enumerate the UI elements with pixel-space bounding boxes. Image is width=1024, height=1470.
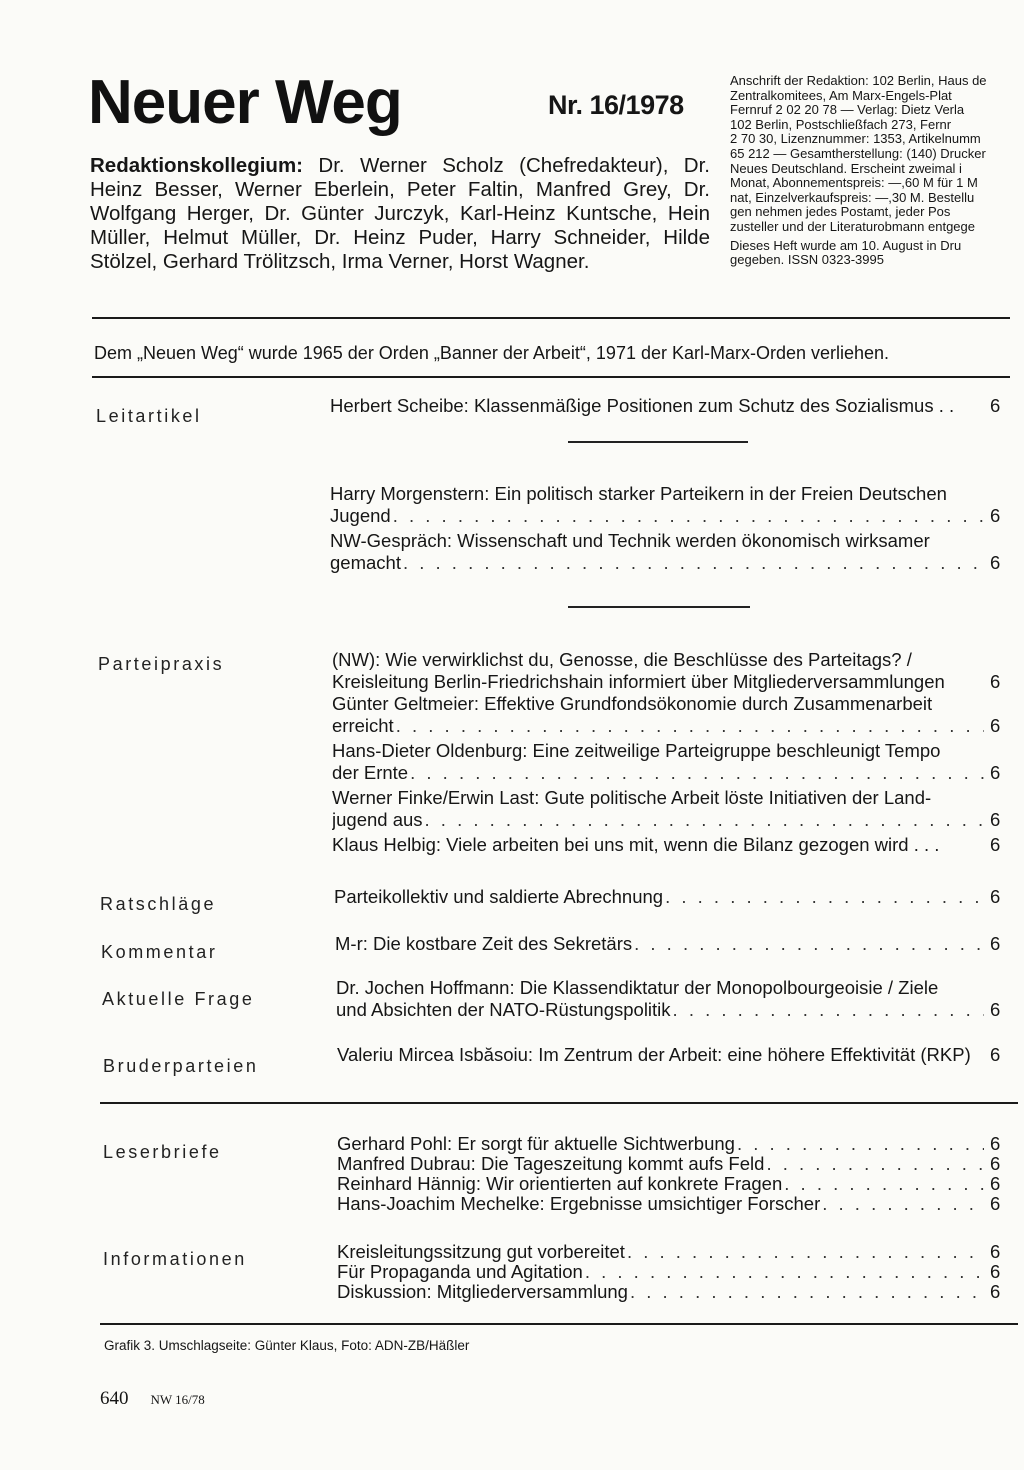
toc-entry-nw-frage[interactable] <box>332 649 1014 693</box>
toc-page-number: 6 <box>990 1262 1001 1282</box>
toc-entry-title: Diskussion: Mitgliederversammlung <box>337 1282 628 1302</box>
toc-entry-title-cont: erreicht <box>332 715 394 736</box>
magazine-title: Neuer Weg <box>88 68 402 137</box>
toc-page-number: 6 <box>990 1242 1001 1262</box>
toc-page-number: 6 <box>990 552 1001 573</box>
toc-page-number: 6 <box>990 395 1001 416</box>
editorial-board-label: Redaktionskollegium: <box>90 154 304 177</box>
toc-entry-title: Hans-Joachim Mechelke: Ergebnisse umsichtiger Forscher <box>337 1194 821 1214</box>
toc-page-number: 6 <box>990 671 1001 692</box>
toc-page-number: 6 <box>990 834 1001 855</box>
toc-entry-oldenburg[interactable] <box>332 740 1014 784</box>
toc-entry-title-cont: und Absichten der NATO-Rüstungspolitik <box>336 999 671 1020</box>
section-leitartikel: Leitartikel <box>96 406 202 426</box>
toc-page-number: 6 <box>990 1134 1001 1154</box>
section-separator <box>568 441 748 443</box>
toc-page-number: 6 <box>990 1194 1001 1214</box>
issue-number: Nr. 16/1978 <box>548 90 684 120</box>
section-separator <box>568 606 750 608</box>
print-note-line: Dieses Heft wurde am 10. August in Dru <box>730 237 962 253</box>
toc-page-number: 6 <box>990 886 1001 907</box>
section-aktuelle-frage: Aktuelle Frage <box>102 989 255 1009</box>
imprint-block <box>730 74 1020 268</box>
editorial-board-members: Dr. Werner Scholz (Chefredakteur), Dr. Heinz Besser, Werner Eberlein, Peter Faltin, Manfred Grey, Dr. Wolfgang Herger, Dr. Günter Jurczyk, Karl-Heinz Kuntsche, Hein Müller, Helmut Müller, Dr. Heinz Puder, Harry Schneider, Hilde Stölzel, Gerhard Trölitzsch, Irma Verner, Horst Wagner. <box>90 154 711 273</box>
section-informationen: Informationen <box>103 1249 247 1269</box>
toc-entry-title: Für Propaganda und Agitation <box>337 1262 583 1282</box>
toc-page-number: 6 <box>990 762 1001 783</box>
toc-entry-title-cont: Jugend <box>330 505 391 526</box>
section-ratschlaege: Ratschläge <box>100 894 217 914</box>
toc-page-number: 6 <box>990 1154 1001 1174</box>
toc-entry-mechelke[interactable] <box>337 1194 1014 1214</box>
toc-entry-propaganda[interactable] <box>337 1262 1014 1282</box>
award-rule <box>92 376 1010 378</box>
toc-entry-title: (NW): Wie verwirklichst du, Genosse, die Beschlüsse des Parteitags? / <box>332 649 912 670</box>
toc-page-number: 6 <box>990 1044 1001 1065</box>
section-kommentar: Kommentar <box>101 942 218 962</box>
section-parteipraxis: Parteipraxis <box>98 654 225 674</box>
toc-entry-title: Parteikollektiv und saldierte Abrechnung <box>334 886 664 907</box>
toc-page-number: 6 <box>990 1282 1001 1302</box>
page-number: 640 <box>100 1388 129 1409</box>
imprint-line: Anschrift der Redaktion: 102 Berlin, Haus de <box>730 74 987 88</box>
editorial-board <box>90 154 710 274</box>
toc-entry-title: Günter Geltmeier: Effektive Grundfondsökonomie durch Zusammenarbeit <box>332 693 933 714</box>
toc-entry-title: Valeriu Mircea Isbăsoiu: Im Zentrum der Arbeit: eine höhere Effektivität (RKP) <box>337 1044 971 1065</box>
imprint-line: 65 212 — Gesamtherstellung: (140) Drucker <box>730 145 986 161</box>
section-rule <box>100 1102 1018 1104</box>
page-folio <box>100 1388 205 1410</box>
toc-entry-isbasoiu[interactable] <box>337 1044 1014 1066</box>
toc-entry-title: M-r: Die kostbare Zeit des Sekretärs <box>335 933 633 954</box>
toc-entry-title: Gerhard Pohl: Er sorgt für aktuelle Sichtwerbung <box>337 1134 735 1154</box>
award-note: Dem „Neuen Weg“ wurde 1965 der Orden „Banner der Arbeit“, 1971 der Karl-Marx-Orden verliehen. <box>94 343 890 363</box>
toc-entry-finke[interactable] <box>332 787 1014 831</box>
imprint-line: zusteller und der Literaturobmann entgege <box>730 218 975 234</box>
print-note-line: gegeben. ISSN 0323-3995 <box>730 252 884 268</box>
toc-entry-title: Herbert Scheibe: Klassenmäßige Positionen zum Schutz des Sozialismus . . <box>330 395 955 416</box>
toc-entry-title-cont: jugend aus <box>332 809 423 830</box>
toc-entry-title: NW-Gespräch: Wissenschaft und Technik werden ökonomisch wirksamer <box>330 530 930 551</box>
toc-entry-title: Manfred Dubrau: Die Tageszeitung kommt aufs Feld <box>337 1154 765 1174</box>
toc-entry-title: Harry Morgenstern: Ein politisch starker Parteikern in der Freien Deutschen <box>330 483 947 504</box>
toc-page-number: 6 <box>990 1174 1001 1194</box>
toc-entry-title: Klaus Helbig: Viele arbeiten bei uns mit, wenn die Bilanz gezogen wird . . . <box>332 834 940 855</box>
toc-entry-parteikollektiv[interactable] <box>334 886 1014 908</box>
toc-entry-geltmeier[interactable] <box>332 693 1014 737</box>
toc-entry-morgenstern[interactable] <box>330 483 1014 527</box>
toc-entry-title-cont: gemacht <box>330 552 401 573</box>
imprint-line: 2 70 30, Lizenznummer: 1353, Artikelnumm <box>730 131 981 147</box>
toc-entry-nw-gespraech[interactable] <box>330 530 1014 574</box>
imprint-line: gen nehmen jedes Postamt, jeder Pos <box>730 204 951 220</box>
header-rule <box>92 317 1010 319</box>
toc-page-number: 6 <box>990 933 1001 954</box>
toc-entry-title-cont: der Ernte <box>332 762 409 783</box>
section-bruderparteien: Bruderparteien <box>103 1056 259 1076</box>
toc-page-number: 6 <box>990 715 1001 736</box>
toc-entry-title: Hans-Dieter Oldenburg: Eine zeitweilige Parteigruppe beschleunigt Tempo <box>332 740 941 761</box>
footer-rule <box>100 1323 1018 1325</box>
folio-issue: NW 16/78 <box>150 1392 205 1407</box>
imprint-line: Fernruf 2 02 20 78 — Verlag: Dietz Verla <box>730 102 965 118</box>
imprint-line: Neues Deutschland. Erscheint zweimal i <box>730 160 962 176</box>
toc-entry-mr[interactable] <box>335 933 1014 955</box>
toc-page-number: 6 <box>990 809 1001 830</box>
toc-entry-scheibe[interactable] <box>330 395 1014 417</box>
image-credit: Grafik 3. Umschlagseite: Günter Klaus, Foto: ADN-ZB/Häßler <box>104 1338 470 1353</box>
imprint-line: nat, Einzelverkaufspreis: —,30 M. Bestellu <box>730 189 975 205</box>
toc-entry-title: Kreisleitungssitzung gut vorbereitet <box>337 1242 625 1262</box>
toc-page-number: 6 <box>990 999 1001 1020</box>
toc-page-number: 6 <box>990 505 1001 526</box>
toc-entry-title: Dr. Jochen Hoffmann: Die Klassendiktatur der Monopolbourgeoisie / Ziele <box>336 977 939 998</box>
toc-entry-title: Reinhard Hännig: Wir orientierten auf konkrete Fragen <box>337 1174 783 1194</box>
toc-entry-helbig[interactable] <box>332 834 1014 856</box>
toc-entry-kreisleitung[interactable] <box>337 1242 1014 1262</box>
toc-entry-pohl[interactable] <box>337 1134 1014 1154</box>
toc-entry-haennig[interactable] <box>337 1174 1014 1194</box>
toc-entry-diskussion[interactable] <box>337 1282 1014 1302</box>
imprint-line: Zentralkomitees, Am Marx-Engels-Plat <box>730 87 952 103</box>
imprint-line: 102 Berlin, Postschließfach 273, Fernr <box>730 116 952 132</box>
toc-entry-title: Werner Finke/Erwin Last: Gute politische Arbeit löste Initiativen der Land- <box>332 787 932 808</box>
toc-entry-title-cont: Kreisleitung Berlin-Friedrichshain informiert über Mitgliederversammlungen <box>332 671 945 692</box>
section-leserbriefe: Leserbriefe <box>103 1142 222 1162</box>
toc-entry-dubrau[interactable] <box>337 1154 1014 1174</box>
toc-entry-hoffmann[interactable] <box>336 977 1014 1021</box>
imprint-line: Monat, Abonnementspreis: —,60 M für 1 M <box>730 175 978 191</box>
